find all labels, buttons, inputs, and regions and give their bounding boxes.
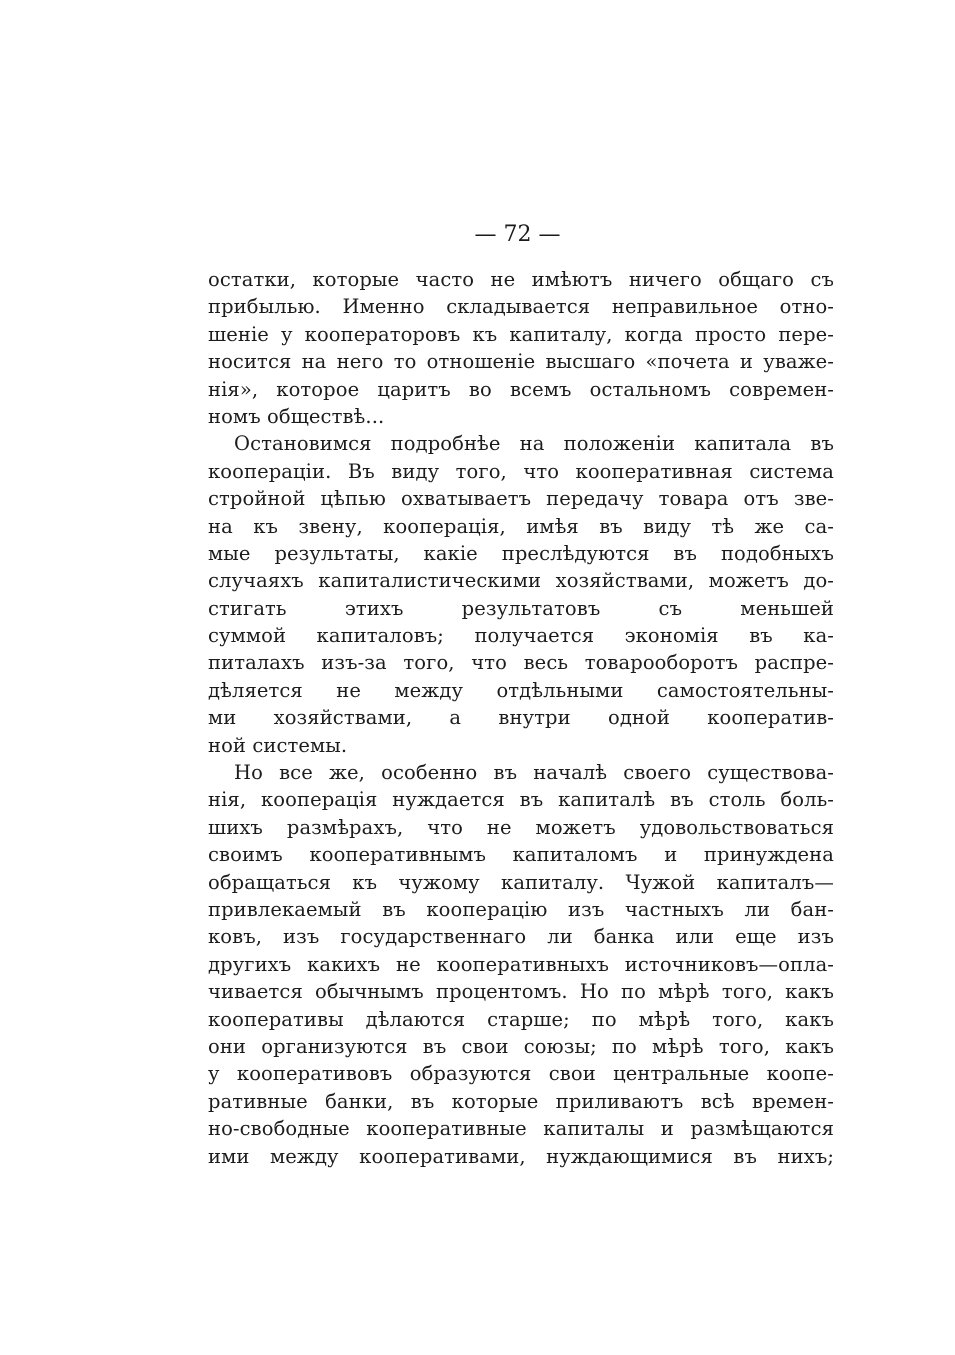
text-line: шеніе у кооператоровъ къ капиталу, когда просто пере- — [208, 322, 834, 346]
text-line: дѣляется не между отдѣльными самостоятельны- — [208, 678, 834, 702]
body-text — [208, 266, 834, 1170]
text-line: обращаться къ чужому капиталу. Чужой капиталъ— — [208, 870, 834, 894]
text-line: ративные банки, въ которые приливаютъ всѣ времен- — [208, 1089, 834, 1113]
text-line: другихъ какихъ не кооперативныхъ источниковъ—опла- — [208, 952, 834, 976]
text-line: ми хозяйствами, а внутри одной кооператив- — [208, 706, 834, 730]
text-line: шихъ размѣрахъ, что не можетъ удовольствоваться — [208, 815, 834, 839]
text-line: остатки, которые часто не имѣютъ ничего общаго съ — [208, 268, 834, 291]
text-line: Остановимся подробнѣе на положеніи капитала въ — [234, 432, 834, 456]
text-line: коопераціи. Въ виду того, что кооперативная система — [208, 459, 834, 483]
text-line: нія, кооперація нуждается въ капиталѣ въ столь боль- — [208, 788, 834, 812]
text-line: суммой капиталовъ; получается экономія въ ка- — [208, 624, 834, 648]
text-line: мые результаты, какіе преслѣдуются въ подобныхъ — [208, 541, 834, 565]
text-line: они организуются въ свои союзы; по мѣрѣ того, какъ — [208, 1034, 834, 1058]
text-line: случаяхъ капиталистическими хозяйствами, можетъ до- — [208, 569, 834, 593]
text-line: но-свободные кооперативные капиталы и размѣщаются — [208, 1117, 834, 1141]
text-line: стигать этихъ результатовъ съ меньшей — [208, 596, 834, 620]
text-line: ной системы. — [208, 733, 348, 757]
text-line: ими между кооперативами, нуждающимися въ нихъ; — [208, 1144, 834, 1168]
text-line: Но все же, особенно въ началѣ своего существова- — [234, 761, 834, 785]
text-line: у кооперативовъ образуются свои центральные коопе- — [208, 1062, 834, 1086]
text-line: носится на него то отношеніе высшаго «почета и уваже- — [208, 350, 834, 374]
text-line: прибылью. Именно складывается неправильное отно- — [208, 295, 834, 319]
text-line: кооперативы дѣлаются старше; по мѣрѣ того, какъ — [208, 1007, 834, 1031]
text-line: чивается обычнымъ процентомъ. Но по мѣрѣ того, какъ — [208, 980, 834, 1004]
text-line: своимъ кооперативнымъ капиталомъ и принуждена — [208, 843, 834, 867]
text-line: питалахъ изъ-за того, что весь товарооборотъ распре- — [208, 651, 834, 675]
page-number: — 72 — — [474, 222, 561, 247]
text-line: ковъ, изъ государственнаго ли банка или еще изъ — [208, 925, 834, 949]
text-line: привлекаемый въ кооперацію изъ частныхъ ли бан- — [208, 897, 834, 921]
text-line: нія», которое царитъ во всемъ остальномъ современ- — [208, 377, 834, 401]
text-line: номъ обществѣ... — [208, 404, 385, 428]
text-line: стройной цѣпью охватываетъ передачу товара отъ зве- — [208, 487, 834, 511]
text-line: на къ звену, кооперація, имѣя въ виду тѣ же са- — [208, 514, 834, 538]
